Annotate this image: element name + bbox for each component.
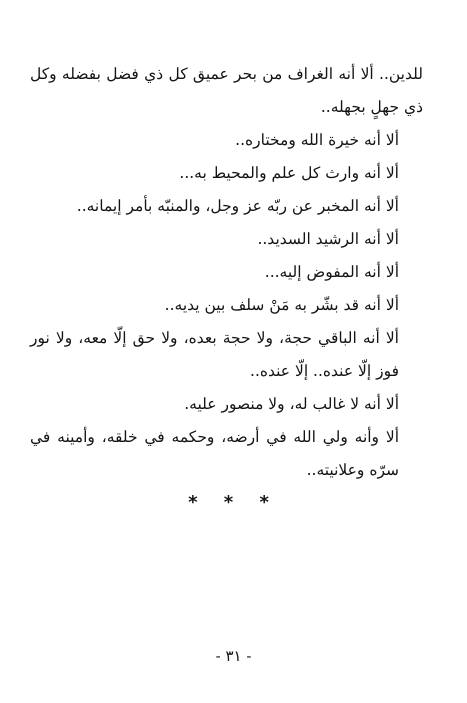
paragraph-1: للدين.. ألا أنه الغراف من بحر عميق كل ذي فضل بفضله وكل ذي جهلٍ بجهله.. [30,65,423,116]
paragraph-5: ألا أنه الرشيد السديد.. [257,230,399,248]
paragraph-2: ألا أنه خيرة الله ومختاره.. [235,131,399,149]
paragraph-9: ألا أنه لا غالب له، ولا منصور عليه. [184,395,399,413]
section-separator: * * * [188,492,279,513]
paragraph-6: ألا أنه المفوض إليه... [264,263,399,281]
paragraph-8: ألا أنه الباقي حجة، ولا حجة بعده، ولا حق إلّا معه، ولا نور فوز إلّا عنده.. إلّا عنده.. [30,329,399,380]
page-number: - ٣١ - [215,647,252,665]
paragraph-4: ألا أنه المخبر عن ربّه عز وجل، والمنبّه بأمر إيمانه.. [76,197,399,215]
paragraph-3: ألا أنه وارث كل علم والمحيط به... [179,164,399,182]
paragraph-7: ألا أنه قد بشّر به مَنْ سلف بين يديه.. [164,296,399,314]
paragraph-10: ألا وأنه ولي الله في أرضه، وحكمه في خلقه، وأمينه في سرّه وعلانيته.. [30,428,399,479]
body-text [30,58,423,487]
